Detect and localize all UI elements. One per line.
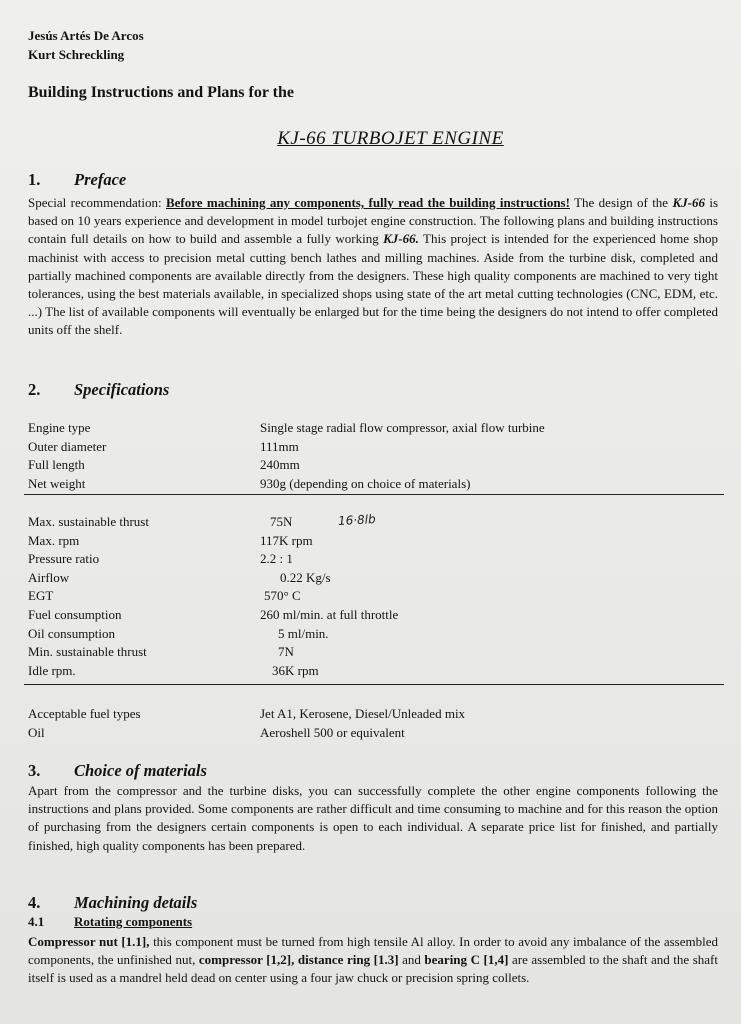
preface-paragraph bbox=[28, 194, 718, 340]
spec-value: 111mm bbox=[260, 438, 299, 454]
spec-value: Aeroshell 500 or equivalent bbox=[260, 724, 405, 740]
author-name: Kurt Schreckling bbox=[28, 47, 125, 62]
section-number: 1. bbox=[28, 170, 41, 189]
spec-label: Fuel consumption bbox=[28, 606, 122, 622]
spec-label: Net weight bbox=[28, 475, 86, 491]
spec-label: Max. rpm bbox=[28, 532, 80, 548]
spec-label: Idle rpm. bbox=[28, 662, 76, 678]
document-subtitle: Building Instructions and Plans for the bbox=[28, 84, 294, 101]
divider-rule bbox=[24, 494, 724, 495]
spec-row bbox=[28, 476, 728, 495]
spec-label: Acceptable fuel types bbox=[28, 706, 141, 721]
handwritten-note: 16·8lb bbox=[337, 512, 377, 528]
spec-group-dimensions bbox=[28, 420, 728, 494]
spec-value: 240mm bbox=[260, 457, 300, 473]
spec-label: Airflow bbox=[28, 569, 70, 585]
section-heading-specifications bbox=[28, 380, 169, 400]
spec-value: 117K rpm bbox=[260, 532, 313, 548]
spec-label: Full length bbox=[28, 457, 85, 473]
spec-row bbox=[28, 533, 728, 552]
component-ref: compressor [1,2], distance ring [1.3] bbox=[198, 952, 399, 968]
spec-value: 5 ml/min. bbox=[278, 625, 329, 641]
component-ref: Compressor nut [1.1], bbox=[28, 934, 150, 949]
section-title: Choice of materials bbox=[74, 761, 207, 780]
spec-row bbox=[28, 457, 728, 476]
subsection-title: Rotating components bbox=[74, 914, 193, 929]
spec-label: Pressure ratio bbox=[28, 551, 100, 567]
spec-value: 36K rpm bbox=[272, 662, 319, 678]
spec-row bbox=[28, 588, 728, 607]
document-title: KJ-66 TURBOJET ENGINE bbox=[277, 128, 504, 149]
spec-group-fuel bbox=[28, 706, 728, 743]
recommendation-prefix: Special recommendation: bbox=[28, 195, 166, 210]
spec-value: 75N bbox=[270, 514, 293, 529]
preface-text: The design of the bbox=[574, 195, 673, 210]
component-ref: bearing C [1,4] bbox=[424, 952, 509, 968]
section-title: Preface bbox=[74, 170, 127, 189]
spec-label: Outer diameter bbox=[28, 438, 107, 454]
materials-paragraph: Apart from the compressor and the turbine disks, you can successfully complete the other engine components following the instructions and plans provided. Some components are rather difficult and time consuming to machine and for this reason the option of purchasing from the designers certain components is open to each individual. A separate price list for finished, and partially finished, high quality components has been prepared. bbox=[28, 783, 718, 853]
spec-value: 930g (depending on choice of materials) bbox=[260, 475, 471, 491]
spec-value: Single stage radial flow compressor, axial flow turbine bbox=[260, 420, 545, 435]
spec-row bbox=[28, 570, 728, 589]
spec-row bbox=[28, 626, 728, 645]
section-title: Machining details bbox=[74, 893, 198, 912]
spec-row bbox=[28, 420, 728, 439]
spec-group-performance bbox=[28, 514, 728, 681]
spec-value: 570° C bbox=[264, 588, 301, 604]
spec-row bbox=[28, 706, 728, 725]
machining-paragraph bbox=[28, 933, 718, 988]
section-number: 2. bbox=[28, 380, 41, 399]
divider-rule bbox=[24, 684, 724, 685]
spec-label: Min. sustainable thrust bbox=[28, 644, 147, 660]
spec-row bbox=[28, 644, 728, 663]
spec-row bbox=[28, 663, 728, 682]
machining-text: this component must be turned from high tensile Al alloy. In order to avoid any imbalance of the assembled components, the unfinished nut, bbox=[28, 934, 718, 968]
spec-value: 7N bbox=[278, 644, 294, 660]
preface-text: is based on 10 years experience and development in model turbojet engine construction. The following plans and building instructions contain full details on how to build and assemble a fully working bbox=[28, 195, 718, 247]
model-name: KJ-66 bbox=[672, 195, 705, 210]
spec-label: Oil consumption bbox=[28, 625, 116, 641]
model-name: KJ-66. bbox=[383, 231, 419, 247]
machining-text: are assembled to the shaft and the shaft itself is used as a mandrel held dead on center using a four jaw chuck or precision spring collets. bbox=[28, 952, 718, 986]
subsection-number: 4.1 bbox=[28, 914, 45, 929]
section-heading-machining bbox=[28, 893, 197, 913]
author-name: Jesús Artés De Arcos bbox=[28, 28, 144, 43]
spec-label: Oil bbox=[28, 724, 45, 740]
section-number: 3. bbox=[28, 761, 41, 780]
section-heading-materials bbox=[28, 761, 207, 781]
spec-row bbox=[28, 607, 728, 626]
spec-label: Engine type bbox=[28, 420, 91, 435]
spec-value: Jet A1, Kerosene, Diesel/Unleaded mix bbox=[260, 706, 466, 721]
section-title: Specifications bbox=[74, 380, 170, 399]
spec-row bbox=[28, 439, 728, 458]
spec-label: EGT bbox=[28, 588, 54, 604]
spec-row bbox=[28, 551, 728, 570]
spec-value: 260 ml/min. at full throttle bbox=[260, 606, 399, 622]
authors bbox=[28, 26, 144, 64]
machining-text: and bbox=[398, 952, 425, 968]
spec-label: Max. sustainable thrust bbox=[28, 514, 149, 529]
spec-row bbox=[28, 725, 728, 744]
subsection-heading-rotating bbox=[28, 914, 192, 930]
spec-row bbox=[28, 514, 728, 533]
section-heading-preface bbox=[28, 170, 126, 190]
spec-value: 0.22 Kg/s bbox=[280, 569, 331, 585]
section-number: 4. bbox=[28, 893, 41, 912]
recommendation-text: Before machining any components, fully read the building instructions! bbox=[165, 195, 570, 210]
preface-text: This project is intended for the experienced home shop machinist with access to precision metal cutting bench lathes and milling machines. Aside from the turbine disk, completed and partially machined components are available directly from the designers. These high quality components are machined to very tight tolerances, using the best materials available, in specialized shops using state of the art metal cutting technologies (CNC, EDM, etc. ...) The list of available components will eventually be enlarged but for the time being the designers do not intend to offer completed units off the shelf. bbox=[28, 231, 718, 338]
spec-value: 2.2 : 1 bbox=[260, 551, 293, 567]
